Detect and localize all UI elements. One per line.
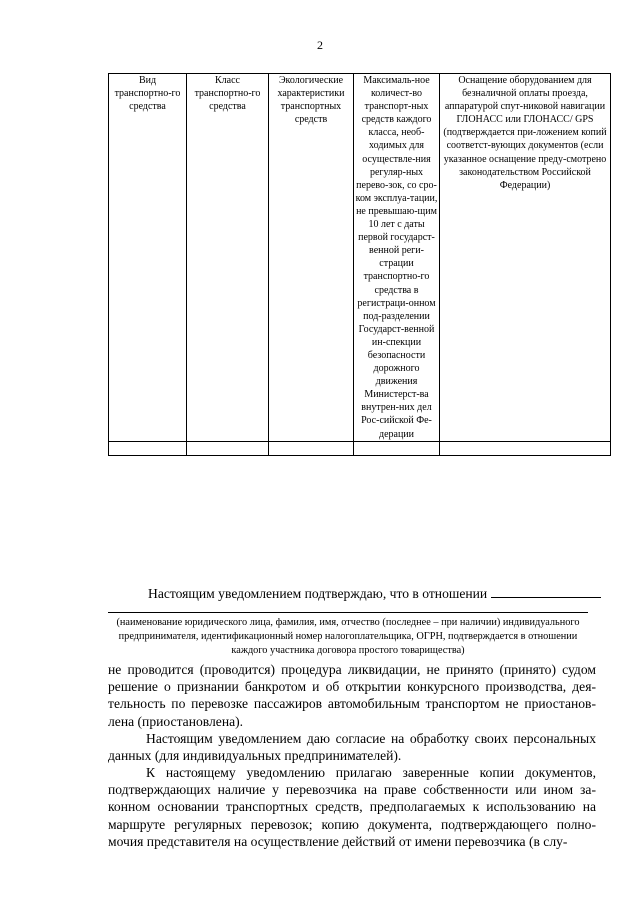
table-cell bbox=[354, 441, 440, 455]
header-max-vehicle-count: Максималь-ное количест-во транспорт-ных средств каждого класса, необ-ходимых для осуществле-ния регуляр-ных перево-зок, со сро-ком эксплуа-тации, не превышаю-щим 10 лет с даты первой государст-венной реги-страции транспортно-го средства в регистраци-онном под-разделении Государст-венной ин-спекции безопасности дорожного движения Министерст-ва внутрен-них дел Рос-сийской Фе-дерации bbox=[354, 74, 440, 442]
header-equipment: Оснащение оборудованием для безналичной оплаты проезда, аппаратурой спут-никовой навигации ГЛОНАСС или ГЛОНАСС/ GPS (подтверждается при-ложением копий соответст-вующих документов (если указанное оснащение преду-смотрено законодательством Российской Федерации) bbox=[440, 74, 611, 442]
table-cell bbox=[187, 441, 269, 455]
vehicle-table bbox=[108, 73, 611, 456]
blank-fill-line bbox=[491, 585, 601, 598]
confirmation-line bbox=[148, 585, 601, 602]
confirmation-text: Настоящим уведомлением подтверждаю, что в отношении bbox=[148, 586, 488, 601]
attachments-paragraph: К настоящему уведомлению прилагаю заверенные копии документов, подтверждающих наличие у перевозчика на праве собственности или ином за-конном основании транспортных средств, предполагаемых к использованию на маршруте регулярных перевозок; копию документа, подтверждающего полно-мочия представителя на осуществление действий от имени перевозчика (в слу- bbox=[108, 765, 596, 849]
consent-paragraph: Настоящим уведомлением даю согласие на обработку своих персональных данных (для индивидуальных предпринимателей). bbox=[108, 731, 596, 764]
table-row bbox=[109, 441, 611, 455]
signature-line bbox=[108, 612, 588, 613]
confirmation-continuation: не проводится (проводится) процедура ликвидации, не принято (принято) судом решение о признании банкротом и об открытии конкурсного производства, дея-тельность по перевозке пассажиров автомобильным транспортом не приостанов-лена (приостановлена). bbox=[108, 662, 596, 729]
table-header-row bbox=[109, 74, 611, 442]
table-cell bbox=[440, 441, 611, 455]
header-vehicle-class: Класс транспортно-го средства bbox=[187, 74, 269, 442]
header-vehicle-type: Вид транспортно-го средства bbox=[109, 74, 187, 442]
page-number: 2 bbox=[317, 38, 323, 52]
header-ecological-characteristics: Экологические характеристики транспортных средств bbox=[269, 74, 354, 442]
table-cell bbox=[109, 441, 187, 455]
entity-caption: (наименование юридического лица, фамилия, имя, отчество (последнее – при наличии) индивидуального предпринимателя, идентификационный номер налогоплательщика, ОГРН, подтверждается в отношении каждого участника договора простого товарищества) bbox=[116, 617, 580, 656]
table-cell bbox=[269, 441, 354, 455]
